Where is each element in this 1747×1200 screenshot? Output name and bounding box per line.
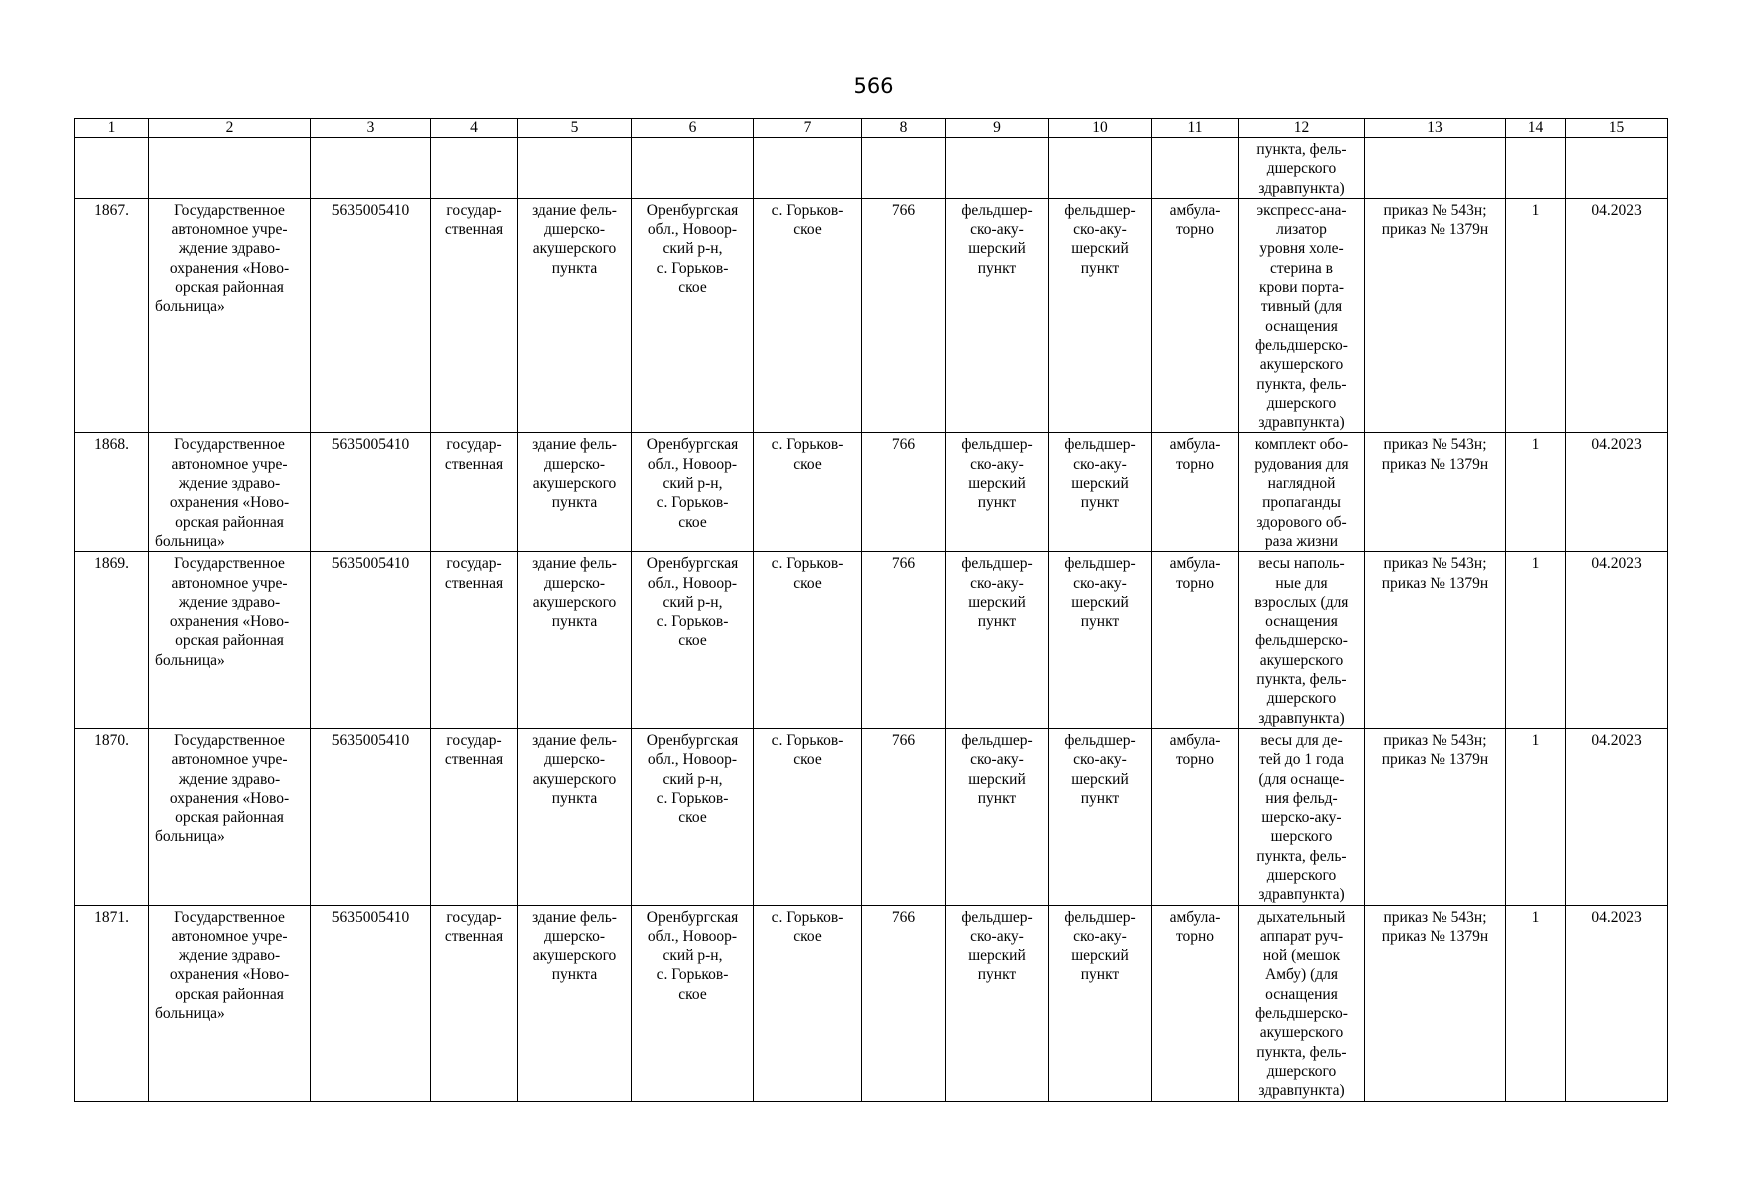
building-cell: здание фель- дшерско- акушерского пункта (518, 198, 632, 433)
row-number-cell: 1871. (75, 905, 149, 1101)
locality-cell: с. Горьков- ское (754, 552, 862, 729)
column-header: 13 (1365, 119, 1506, 138)
table-cell (518, 138, 632, 199)
unit-type-cell: фельдшер- ско-аку- шерский пункт (946, 905, 1049, 1101)
inn-cell: 5635005410 (311, 728, 431, 905)
date-cell: 04.2023 (1566, 552, 1668, 729)
locality-cell: с. Горьков- ское (754, 728, 862, 905)
row-number-cell: 1867. (75, 198, 149, 433)
equipment-cell: пункта, фель- дшерского здравпункта) (1239, 138, 1365, 199)
inn-cell: 5635005410 (311, 198, 431, 433)
unit-type-cell: фельдшер- ско-аку- шерский пункт (946, 198, 1049, 433)
order-cell: приказ № 543н; приказ № 1379н (1365, 552, 1506, 729)
code-cell: 766 (862, 433, 946, 552)
unit-name-cell: фельдшер- ско-аку- шерский пункт (1049, 433, 1152, 552)
unit-name-cell: фельдшер- ско-аку- шерский пункт (1049, 728, 1152, 905)
address-cell: Оренбургская обл., Новоор- ский р-н, с. Горьков- ское (632, 433, 754, 552)
unit-type-cell: фельдшер- ско-аку- шерский пункт (946, 552, 1049, 729)
row-number-cell: 1868. (75, 433, 149, 552)
ownership-cell: государ- ственная (431, 728, 518, 905)
building-cell: здание фель- дшерско- акушерского пункта (518, 728, 632, 905)
ownership-cell: государ- ственная (431, 198, 518, 433)
quantity-cell: 1 (1506, 198, 1566, 433)
organization-cell: Государственное автономное учре-ждение здраво-охранения «Ново-орская районная больница» (149, 198, 311, 433)
organization-cell: Государственное автономное учре-ждение здраво-охранения «Ново-орская районная больница» (149, 552, 311, 729)
table-cell (1365, 138, 1506, 199)
table-row (75, 728, 1668, 905)
column-header: 8 (862, 119, 946, 138)
column-header: 3 (311, 119, 431, 138)
date-cell: 04.2023 (1566, 198, 1668, 433)
table-cell (946, 138, 1049, 199)
row-number-cell: 1869. (75, 552, 149, 729)
quantity-cell: 1 (1506, 552, 1566, 729)
order-cell: приказ № 543н; приказ № 1379н (1365, 728, 1506, 905)
equipment-cell: комплект обо- рудования для наглядной пропаганды здорового об- раза жизни (1239, 433, 1365, 552)
header-row (75, 119, 1668, 138)
address-cell: Оренбургская обл., Новоор- ский р-н, с. Горьков- ское (632, 728, 754, 905)
table-cell (75, 138, 149, 199)
equipment-cell: дыхательный аппарат руч- ной (мешок Амбу) (для оснащения фельдшерско- акушерского пункта, фель- дшерского здравпункта) (1239, 905, 1365, 1101)
column-header: 7 (754, 119, 862, 138)
table-row (75, 198, 1668, 433)
table-cell (632, 138, 754, 199)
quantity-cell: 1 (1506, 728, 1566, 905)
table-cell (431, 138, 518, 199)
inn-cell: 5635005410 (311, 552, 431, 729)
address-cell: Оренбургская обл., Новоор- ский р-н, с. Горьков- ское (632, 198, 754, 433)
column-header: 11 (1152, 119, 1239, 138)
building-cell: здание фель- дшерско- акушерского пункта (518, 433, 632, 552)
address-cell: Оренбургская обл., Новоор- ский р-н, с. Горьков- ское (632, 552, 754, 729)
quantity-cell: 1 (1506, 433, 1566, 552)
inn-cell: 5635005410 (311, 433, 431, 552)
locality-cell: с. Горьков- ское (754, 905, 862, 1101)
table-cell (1506, 138, 1566, 199)
quantity-cell: 1 (1506, 905, 1566, 1101)
equipment-cell: экспресс-ана- лизатор уровня холе- стерина в крови порта- тивный (для оснащения фельдшерско- акушерского пункта, фель- дшерского здравпункта) (1239, 198, 1365, 433)
table-cell (149, 138, 311, 199)
code-cell: 766 (862, 905, 946, 1101)
column-header: 1 (75, 119, 149, 138)
unit-type-cell: фельдшер- ско-аку- шерский пункт (946, 433, 1049, 552)
building-cell: здание фель- дшерско- акушерского пункта (518, 905, 632, 1101)
continuation-row (75, 138, 1668, 199)
code-cell: 766 (862, 728, 946, 905)
unit-type-cell: фельдшер- ско-аку- шерский пункт (946, 728, 1049, 905)
table-cell (1152, 138, 1239, 199)
date-cell: 04.2023 (1566, 433, 1668, 552)
page-number: 566 (853, 74, 894, 98)
table-row (75, 433, 1668, 552)
order-cell: приказ № 543н; приказ № 1379н (1365, 433, 1506, 552)
column-header: 10 (1049, 119, 1152, 138)
ownership-cell: государ- ственная (431, 552, 518, 729)
date-cell: 04.2023 (1566, 728, 1668, 905)
care-form-cell: амбула- торно (1152, 905, 1239, 1101)
column-header: 5 (518, 119, 632, 138)
locality-cell: с. Горьков- ское (754, 433, 862, 552)
column-header: 14 (1506, 119, 1566, 138)
care-form-cell: амбула- торно (1152, 433, 1239, 552)
column-header: 2 (149, 119, 311, 138)
table-cell (1566, 138, 1668, 199)
unit-name-cell: фельдшер- ско-аку- шерский пункт (1049, 552, 1152, 729)
address-cell: Оренбургская обл., Новоор- ский р-н, с. Горьков- ское (632, 905, 754, 1101)
ownership-cell: государ- ственная (431, 905, 518, 1101)
building-cell: здание фель- дшерско- акушерского пункта (518, 552, 632, 729)
table-row (75, 905, 1668, 1101)
organization-cell: Государственное автономное учре-ждение здраво-охранения «Ново-орская районная больница» (149, 433, 311, 552)
row-number-cell: 1870. (75, 728, 149, 905)
care-form-cell: амбула- торно (1152, 728, 1239, 905)
unit-name-cell: фельдшер- ско-аку- шерский пункт (1049, 905, 1152, 1101)
date-cell: 04.2023 (1566, 905, 1668, 1101)
care-form-cell: амбула- торно (1152, 552, 1239, 729)
code-cell: 766 (862, 552, 946, 729)
column-header: 4 (431, 119, 518, 138)
order-cell: приказ № 543н; приказ № 1379н (1365, 905, 1506, 1101)
locality-cell: с. Горьков- ское (754, 198, 862, 433)
code-cell: 766 (862, 198, 946, 433)
organization-cell: Государственное автономное учре-ждение здраво-охранения «Ново-орская районная больница» (149, 905, 311, 1101)
equipment-cell: весы для де- тей до 1 года (для оснаще- ния фельд- шерско-аку- шерского пункта, фель- дшерского здравпункта) (1239, 728, 1365, 905)
ownership-cell: государ- ственная (431, 433, 518, 552)
table-row (75, 552, 1668, 729)
table-cell (1049, 138, 1152, 199)
order-cell: приказ № 543н; приказ № 1379н (1365, 198, 1506, 433)
table-cell (862, 138, 946, 199)
column-header: 9 (946, 119, 1049, 138)
organization-cell: Государственное автономное учре-ждение здраво-охранения «Ново-орская районная больница» (149, 728, 311, 905)
column-header: 12 (1239, 119, 1365, 138)
table-cell (311, 138, 431, 199)
inn-cell: 5635005410 (311, 905, 431, 1101)
care-form-cell: амбула- торно (1152, 198, 1239, 433)
column-header: 6 (632, 119, 754, 138)
registry-table (74, 118, 1668, 1102)
equipment-cell: весы наполь- ные для взрослых (для оснащения фельдшерско- акушерского пункта, фель- дшерского здравпункта) (1239, 552, 1365, 729)
table-cell (754, 138, 862, 199)
column-header: 15 (1566, 119, 1668, 138)
unit-name-cell: фельдшер- ско-аку- шерский пункт (1049, 198, 1152, 433)
